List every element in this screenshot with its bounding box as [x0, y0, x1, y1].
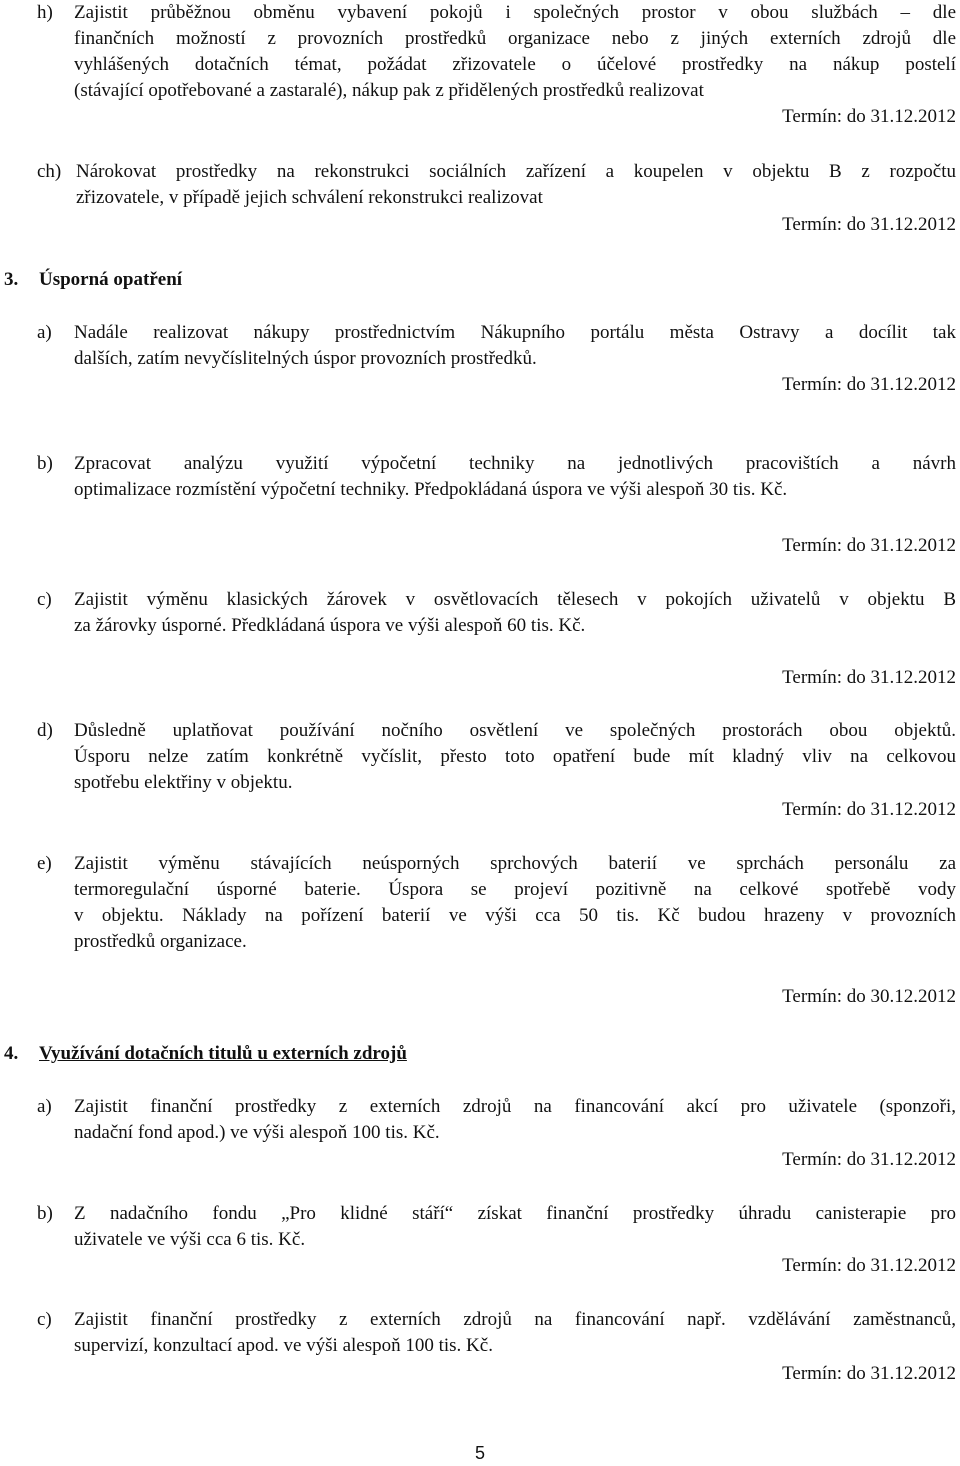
list-item: [37, 718, 956, 796]
list-item: [37, 0, 956, 104]
deadline: Termín: do 31.12.2012: [782, 1363, 956, 1384]
item-text: [76, 159, 956, 211]
item-label: h): [37, 2, 53, 23]
text-line: uživatele ve výši cca 6 tis. Kč.: [74, 1229, 306, 1250]
text-line: Nadále realizovat nákupy prostřednictvím Nákupního portálu města Ostravy a docílit tak: [74, 322, 956, 343]
text-line: termoregulační úsporné baterie. Úspora se projeví pozitivně na celkové spotřebě vody: [74, 879, 956, 900]
deadline: Termín: do 31.12.2012: [782, 214, 956, 235]
text-line: Zpracovat analýzu využití výpočetní techniky na jednotlivých pracovištích a návrh: [74, 453, 956, 474]
item-label: d): [37, 720, 53, 741]
section-title: Úsporná opatření: [39, 269, 183, 290]
item-label: ch): [37, 161, 62, 182]
list-item: [37, 851, 956, 955]
text-line: Zajistit průběžnou obměnu vybavení pokojů i společných prostor v obou službách – dle: [74, 2, 956, 23]
item-label: b): [37, 1203, 53, 1224]
item-text: [74, 1307, 956, 1359]
text-line: za žárovky úsporné. Předkládaná úspora ve výši alespoň 60 tis. Kč.: [74, 615, 586, 636]
text-line: nadační fond apod.) ve výši alespoň 100 tis. Kč.: [74, 1122, 440, 1143]
text-line: Nárokovat prostředky na rekonstrukci sociálních zařízení a koupelen v objektu B z rozpočtu: [76, 161, 956, 182]
section-heading: [4, 1041, 407, 1067]
item-text: [74, 587, 956, 639]
text-line: dalších, zatím nevyčíslitelných úspor provozních prostředků.: [74, 348, 537, 369]
list-item: [37, 451, 956, 503]
deadline: Termín: do 31.12.2012: [782, 1149, 956, 1170]
item-label: e): [37, 853, 52, 874]
item-label: a): [37, 322, 52, 343]
list-item: [37, 159, 956, 211]
deadline: Termín: do 31.12.2012: [782, 535, 956, 556]
text-line: Zajistit výměnu klasických žárovek v osvětlovacích tělesech v pokojích uživatelů v objektu B: [74, 589, 956, 610]
item-label: b): [37, 453, 53, 474]
item-text: [74, 320, 956, 372]
list-item: [37, 320, 956, 372]
deadline: Termín: do 31.12.2012: [782, 799, 956, 820]
item-label: c): [37, 589, 52, 610]
text-line: Zajistit finanční prostředky z externích zdrojů na financování akcí pro uživatele (sponzoři,: [74, 1096, 956, 1117]
item-text: [74, 851, 956, 955]
text-line: v objektu. Náklady na pořízení baterií ve výši cca 50 tis. Kč budou hrazeny v provozních: [74, 905, 956, 926]
text-line: Z nadačního fondu „Pro klidné stáří“ získat finanční prostředky úhradu canisterapie pro: [74, 1203, 956, 1224]
text-line: Úsporu nelze zatím konkrétně vyčíslit, přesto toto opatření bude mít kladný vliv na celkovou: [74, 746, 956, 767]
deadline: Termín: do 30.12.2012: [782, 986, 956, 1007]
text-line: spotřebu elektřiny v objektu.: [74, 772, 293, 793]
page-number: 5: [474, 1443, 485, 1463]
text-line: zřizovatele, v případě jejich schválení rekonstrukci realizovat: [76, 187, 543, 208]
deadline: Termín: do 31.12.2012: [782, 374, 956, 395]
text-line: prostředků organizace.: [74, 931, 247, 952]
deadline: Termín: do 31.12.2012: [782, 106, 956, 127]
section-title: Využívání dotačních titulů u externích zdrojů: [39, 1043, 407, 1064]
item-label: c): [37, 1309, 52, 1330]
text-line: Zajistit finanční prostředky z externích zdrojů na financování např. vzdělávání zaměstnanců,: [74, 1309, 956, 1330]
section-number: 4.: [4, 1043, 19, 1064]
section-heading: [4, 267, 182, 293]
item-text: [74, 1094, 956, 1146]
item-text: [74, 451, 956, 503]
item-text: [74, 0, 956, 104]
text-line: (stávající opotřebované a zastaralé), nákup pak z přidělených prostředků realizovat: [74, 80, 704, 101]
list-item: [37, 1307, 956, 1359]
item-text: [74, 718, 956, 796]
list-item: [37, 1094, 956, 1146]
list-item: [37, 587, 956, 639]
deadline: Termín: do 31.12.2012: [782, 667, 956, 688]
text-line: supervizí, konzultací apod. ve výši alespoň 100 tis. Kč.: [74, 1335, 493, 1356]
text-line: vyhlášených dotačních témat, požádat zřizovatele o účelové prostředky na nákup postelí: [74, 54, 956, 75]
list-item: [37, 1201, 956, 1253]
item-text: [74, 1201, 956, 1253]
text-line: Zajistit výměnu stávajících neúsporných sprchových baterií ve sprchách personálu za: [74, 853, 956, 874]
deadline: Termín: do 31.12.2012: [782, 1255, 956, 1276]
text-line: finančních možností z provozních prostředků organizace nebo z jiných externích zdrojů dle: [74, 28, 956, 49]
text-line: optimalizace rozmístění výpočetní techniky. Předpokládaná úspora ve výši alespoň 30 tis. Kč.: [74, 479, 788, 500]
section-number: 3.: [4, 269, 19, 290]
item-label: a): [37, 1096, 52, 1117]
text-line: Důsledně uplatňovat používání nočního osvětlení ve společných prostorách obou objektů.: [74, 720, 956, 741]
